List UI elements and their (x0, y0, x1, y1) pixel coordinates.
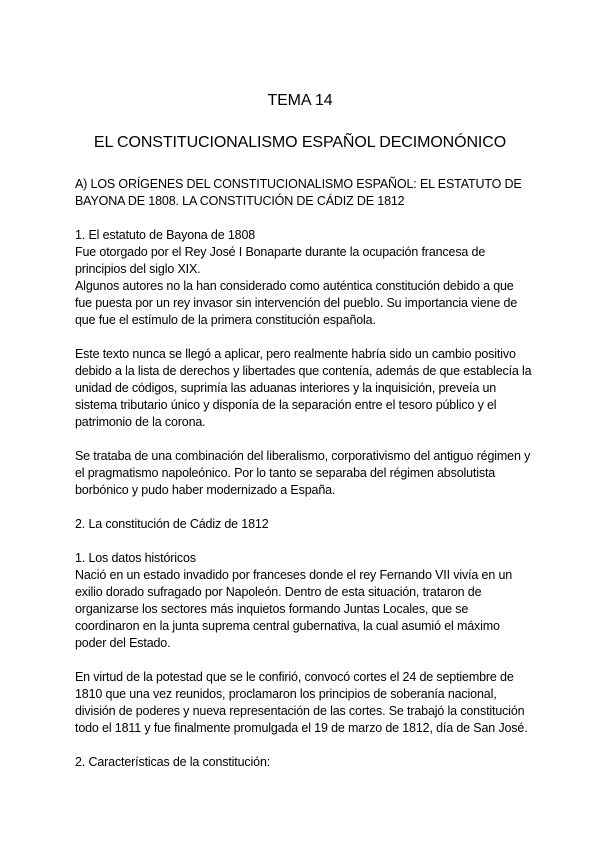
text-line: Algunos autores no la han considerado como auténtica constitución debido a que (75, 279, 514, 293)
subsection-heading: 2. Características de la constitución: (75, 755, 271, 769)
text-line: que fue el estímulo de la primera constitución española. (75, 313, 376, 327)
text-line: organizarse los sectores más inquietos formando Juntas Locales, que se (75, 602, 469, 616)
paragraph-estatuto-bayona (75, 227, 525, 329)
text-line: A) LOS ORÍGENES DEL CONSTITUCIONALISMO ESPAÑOL: EL ESTATUTO DE (75, 177, 522, 191)
paragraph-aplicacion (75, 346, 532, 431)
text-line: En virtud de la potestad que se le confirió, convocó cortes el 24 de septiembre de (75, 670, 514, 684)
text-line: 1810 que una vez reunidos, proclamaron los principios de soberanía nacional, (75, 687, 497, 701)
text-line: principios del siglo XIX. (75, 262, 201, 276)
text-line: BAYONA DE 1808. LA CONSTITUCIÓN DE CÁDIZ DE 1812 (75, 194, 405, 208)
text-line: fue puesta por un rey invasor sin intervención del pueblo. Su importancia viene de (75, 296, 518, 310)
text-line: poder del Estado. (75, 636, 171, 650)
text-line: todo el 1811 y fue finalmente promulgada el 19 de marzo de 1812, día de San José. (75, 721, 528, 735)
section-caracteristicas-heading (75, 754, 525, 771)
text-line: patrimonio de la corona. (75, 415, 206, 429)
text-line: el pragmatismo napoleónico. Por lo tanto se separaba del régimen absolutista (75, 466, 496, 480)
paragraph-cortes (75, 669, 528, 737)
text-line: unidad de códigos, suprimía las aduanas interiores y la inquisición, preveía un (75, 381, 497, 395)
subsection-heading: 1. El estatuto de Bayona de 1808 (75, 228, 256, 242)
text-line: Se trataba de una combinación del liberalismo, corporativismo del antiguo régimen y (75, 449, 531, 463)
subsection-heading: 1. Los datos históricos (75, 551, 196, 565)
page-title: TEMA 14 (267, 92, 333, 109)
text-line: debido a la lista de derechos y libertades que contenía, además de que establecía la (75, 364, 532, 378)
section-a-heading (75, 176, 525, 210)
paragraph-datos-historicos (75, 550, 525, 652)
text-line: Fue otorgado por el Rey José I Bonaparte durante la ocupación francesa de (75, 245, 486, 259)
subsection-heading: 2. La constitución de Cádiz de 1812 (75, 517, 269, 531)
text-line: Nació en un estado invadido por franceses donde el rey Fernando VII vivía en un (75, 568, 513, 582)
text-line: borbónico y pudo haber modernizado a España. (75, 483, 336, 497)
text-line: división de poderes y nueva representación de las cortes. Se trabajó la constitución (75, 704, 525, 718)
text-line: coordinaron en la junta suprema central gubernativa, la cual asumió el máximo (75, 619, 500, 633)
text-line: exilio dorado sufragado por Napoleón. Dentro de esta situación, trataron de (75, 585, 482, 599)
document-body (75, 176, 532, 771)
text-line: Este texto nunca se llegó a aplicar, pero realmente habría sido un cambio positivo (75, 347, 516, 361)
paragraph-combinacion (75, 448, 531, 499)
page-subtitle: EL CONSTITUCIONALISMO ESPAÑOL DECIMONÓNICO (93, 134, 507, 151)
text-line: sistema tributario único y disponía de la separación entre el tesoro público y el (75, 398, 497, 412)
section-cadiz-heading (75, 516, 525, 533)
